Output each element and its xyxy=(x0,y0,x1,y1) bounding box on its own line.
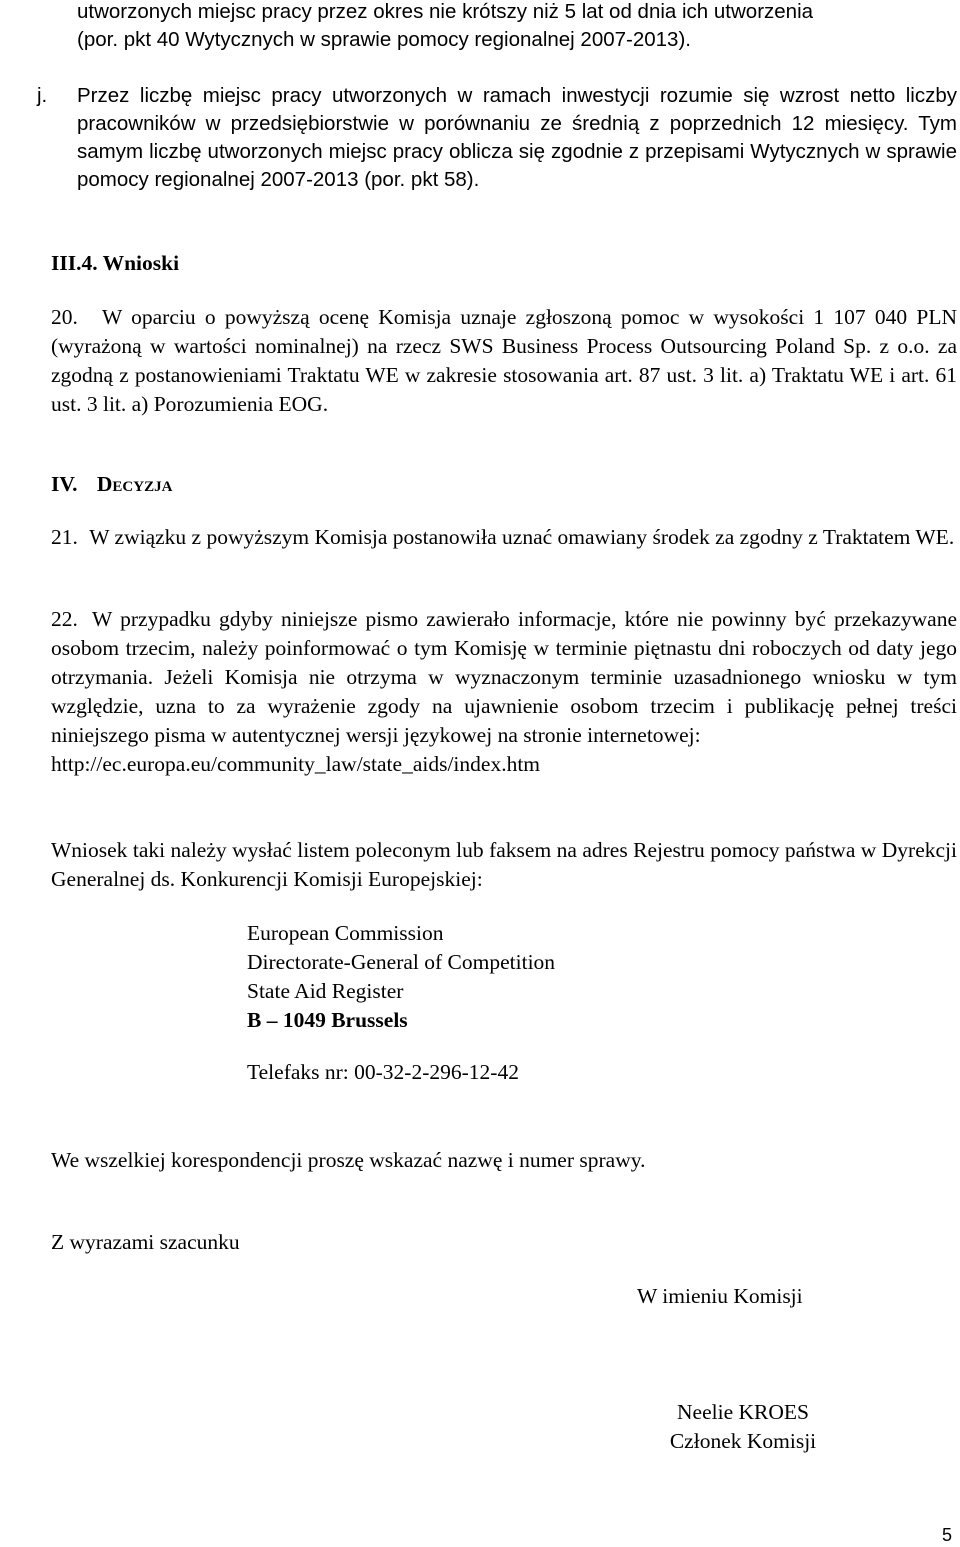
list-item-j xyxy=(37,82,957,194)
fax-number: Telefaks nr: 00-32-2-296-12-42 xyxy=(247,1060,519,1084)
signatory-block xyxy=(648,1398,838,1456)
closing-salutation: Z wyrazami szacunku xyxy=(51,1230,240,1254)
address-line-4: B – 1049 Brussels xyxy=(247,1008,408,1032)
paragraph-text-wrap xyxy=(51,303,957,419)
section-heading-iv xyxy=(51,470,172,499)
address-line-1: European Commission xyxy=(247,921,444,945)
continued-item-line-1: utworzonych miejsc pracy przez okres nie krótszy niż 5 lat od dnia ich utworzenia xyxy=(77,0,814,23)
signatory-title: Członek Komisji xyxy=(669,1429,817,1453)
list-item-text-a: Przez liczbę miejsc pracy utworzonych w ramach inwestycji rozumie się wzrost netto liczby pracowników w przedsiębiorstwie w porównaniu ze średnią z poprzednich 12 miesięcy. xyxy=(77,84,957,135)
continued-item-line-2: (por. pkt 40 Wytycznych w sprawie pomocy regionalnej 2007-2013). xyxy=(77,28,691,51)
correspondence-note: We wszelkiej korespondencji proszę wskazać nazwę i numer sprawy. xyxy=(51,1148,646,1172)
paragraph-text: W oparciu o powyższą ocenę Komisja uznaje zgłoszoną pomoc w wysokości 1 107 040 PLN (wyrażoną w wartości nominalnej) na rzecz SWS Business Process Outsourcing Poland Sp. z o.o. za zgodną z postanowieniami Traktatu WE w zakresie stosowania art. 87 ust. 3 lit. a) Traktatu WE i art. 61 ust. 3 lit. a) Porozumienia EOG. xyxy=(51,305,957,416)
paragraph-text: W przypadku gdyby niniejsze pismo zawierało informacje, które nie powinny być przekazywane osobom trzecim, należy poinformować o tym Komisję w terminie piętnastu dni roboczych od daty jego otrzymania. Jeżeli Komisja nie otrzyma w wyznaczonym terminie uzasadnionego wniosku w tym względzie, uzna to za wyrażenie zgody na ujawnienie osobom trzecim i publikację pełnej treści niniejszego pisma w autentycznej wersji językowej na stronie internetowej: xyxy=(51,607,957,747)
continued-item xyxy=(77,0,957,54)
section-number: IV. xyxy=(51,472,78,496)
paragraph-20 xyxy=(51,303,957,419)
paragraph-22 xyxy=(51,605,957,779)
paragraph-21 xyxy=(51,523,957,552)
paragraph-request: Wniosek taki należy wysłać listem poleconym lub faksem na adres Rejestru pomocy państwa w Dyrekcji Generalnej ds. Konkurencji Komisji Europejskiej: xyxy=(51,838,957,891)
address-line-2: Directorate-General of Competition xyxy=(247,950,556,974)
paragraph-url[interactable] xyxy=(51,750,957,779)
signatory-name: Neelie KROES xyxy=(677,1400,809,1424)
address-block xyxy=(247,919,847,1087)
paragraph-number: 21. xyxy=(51,525,78,549)
list-item-text xyxy=(77,82,957,194)
page-number: 5 xyxy=(942,1525,953,1545)
section-heading-iii-4: III.4. Wnioski xyxy=(51,251,180,275)
address-line-3: State Aid Register xyxy=(247,979,404,1003)
list-item-text-b: Tym samym liczbę utworzonych miejsc pracy oblicza się zgodnie z przepisami Wytycznych w sprawie pomocy regionalnej 2007-2013 (por. pkt 58). xyxy=(77,112,957,191)
list-item-marker: j. xyxy=(37,84,48,107)
state-aid-url-link[interactable]: http://ec.europa.eu/community_law/state_aids/index.htm xyxy=(51,752,541,776)
paragraph-number: 20. xyxy=(51,305,78,329)
paragraph-text: W związku z powyższym Komisja postanowiła uznać omawiany środek za zgodny z Traktatem WE. xyxy=(89,525,955,549)
section-title: Decyzja xyxy=(96,472,173,496)
paragraph-number: 22. xyxy=(51,607,78,631)
on-behalf-line: W imieniu Komisji xyxy=(637,1284,803,1308)
